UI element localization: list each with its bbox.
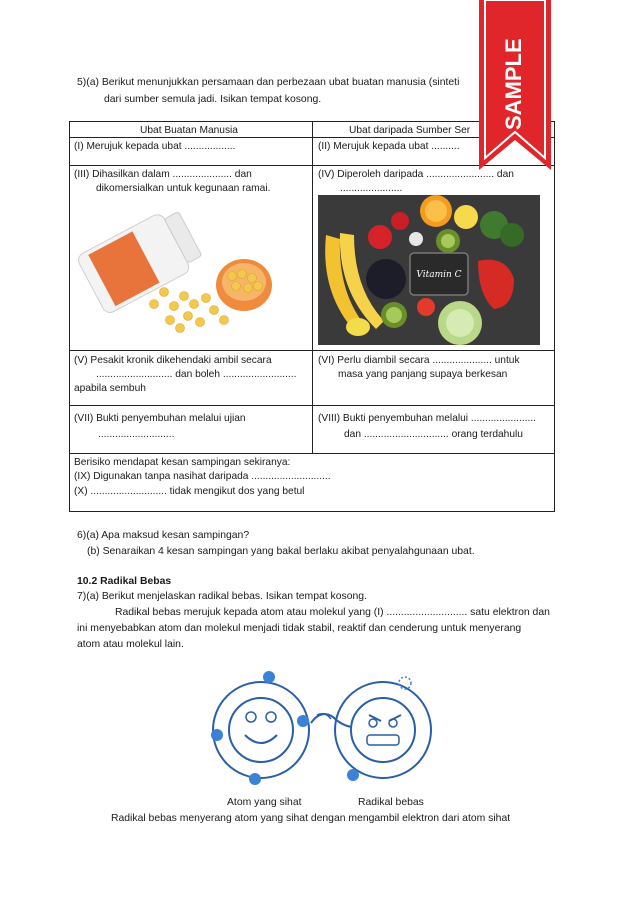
- section-title: 10.2 Radikal Bebas: [77, 576, 172, 587]
- table-header-right: Ubat daripada Sumber Ser: [349, 125, 471, 136]
- table-header-left: Ubat Buatan Manusia: [140, 125, 238, 136]
- vitamin-c-sign-text: Vitamin C: [416, 270, 462, 280]
- vitamin-c-foods-image: [318, 195, 540, 345]
- table-cell-v-line2: ........................... dan boleh ..........................: [96, 369, 297, 380]
- label-healthy-atom: Atom yang sihat: [227, 797, 302, 808]
- table-row-divider: [69, 405, 555, 406]
- table-cell-risk-line1: Berisiko mendapat kesan sampingan sekiranya:: [74, 457, 291, 468]
- table-cell-viii-line1: (VIII) Bukti penyembuhan melalui .......................: [318, 413, 536, 424]
- pill-bottle-image: [74, 200, 302, 340]
- table-row-divider: [69, 453, 555, 454]
- q6-a: 6)(a) Apa maksud kesan sampingan?: [77, 530, 250, 541]
- q7-a: 7)(a) Berikut menjelaskan radikal bebas. Isikan tempat kosong.: [77, 591, 367, 602]
- table-cell-iv-line1: (IV) Diperoleh daripada ........................ dan: [318, 169, 514, 180]
- table-cell-iv-line2: ......................: [340, 183, 403, 194]
- table-cell-v-line1: (V) Pesakit kronik dikehendaki ambil secara: [74, 355, 272, 366]
- table-cell-viii-line2: dan .............................. orang terdahulu: [344, 429, 523, 440]
- q5-line1: 5)(a) Berikut menunjukkan persamaan dan perbezaan ubat buatan manusia (sinteti: [77, 77, 460, 88]
- q6-b: (b) Senaraikan 4 kesan sampingan yang bakal berlaku akibat penyalahgunaan ubat.: [87, 546, 475, 557]
- table-cell-x: (X) ........................... tidak mengikut dos yang betul: [74, 486, 305, 497]
- q7-paragraph-line1: Radikal bebas merujuk kepada atom atau molekul yang (I) ............................ satu elektron dan: [115, 607, 550, 618]
- table-cell-ix: (IX) Digunakan tanpa nasihat daripada ............................: [74, 471, 331, 482]
- table-cell-iii-line2: dikomersialkan untuk kegunaan ramai.: [96, 183, 271, 194]
- table-cell-vii-line2: ...........................: [98, 429, 175, 440]
- label-free-radical: Radikal bebas: [358, 797, 424, 808]
- table-cell-iii-line1: (III) Dihasilkan dalam ..................... dan: [74, 169, 252, 180]
- table-cell-i: (I) Merujuk kepada ubat ..................: [74, 141, 236, 152]
- table-column-divider: [312, 121, 313, 453]
- sample-ribbon: [475, 0, 555, 175]
- q5-line2: dari sumber semula jadi. Isikan tempat kosong.: [104, 94, 322, 105]
- table-cell-vii-line1: (VII) Bukti penyembuhan melalui ujian: [74, 413, 246, 424]
- table-cell-vi-line1: (VI) Perlu diambil secara ..................... untuk: [318, 355, 520, 366]
- table-cell-v-line3: apabila sembuh: [74, 383, 146, 394]
- figure-caption: Radikal bebas menyerang atom yang sihat dengan mengambil elektron dari atom sihat: [111, 813, 511, 824]
- table-row-divider: [69, 350, 555, 351]
- free-radical-illustration: [205, 665, 441, 795]
- table-cell-vi-line2: masa yang panjang supaya berkesan: [338, 369, 508, 380]
- sample-ribbon-text: SAMPLE: [501, 38, 526, 130]
- table-cell-ii: (II) Merujuk kepada ubat ..........: [318, 141, 460, 152]
- q7-paragraph-line2: ini menyebabkan atom dan molekul menjadi tidak stabil, reaktif dan cenderung untuk menyerang: [77, 623, 522, 634]
- q7-paragraph-line3: atom atau molekul lain.: [77, 639, 184, 650]
